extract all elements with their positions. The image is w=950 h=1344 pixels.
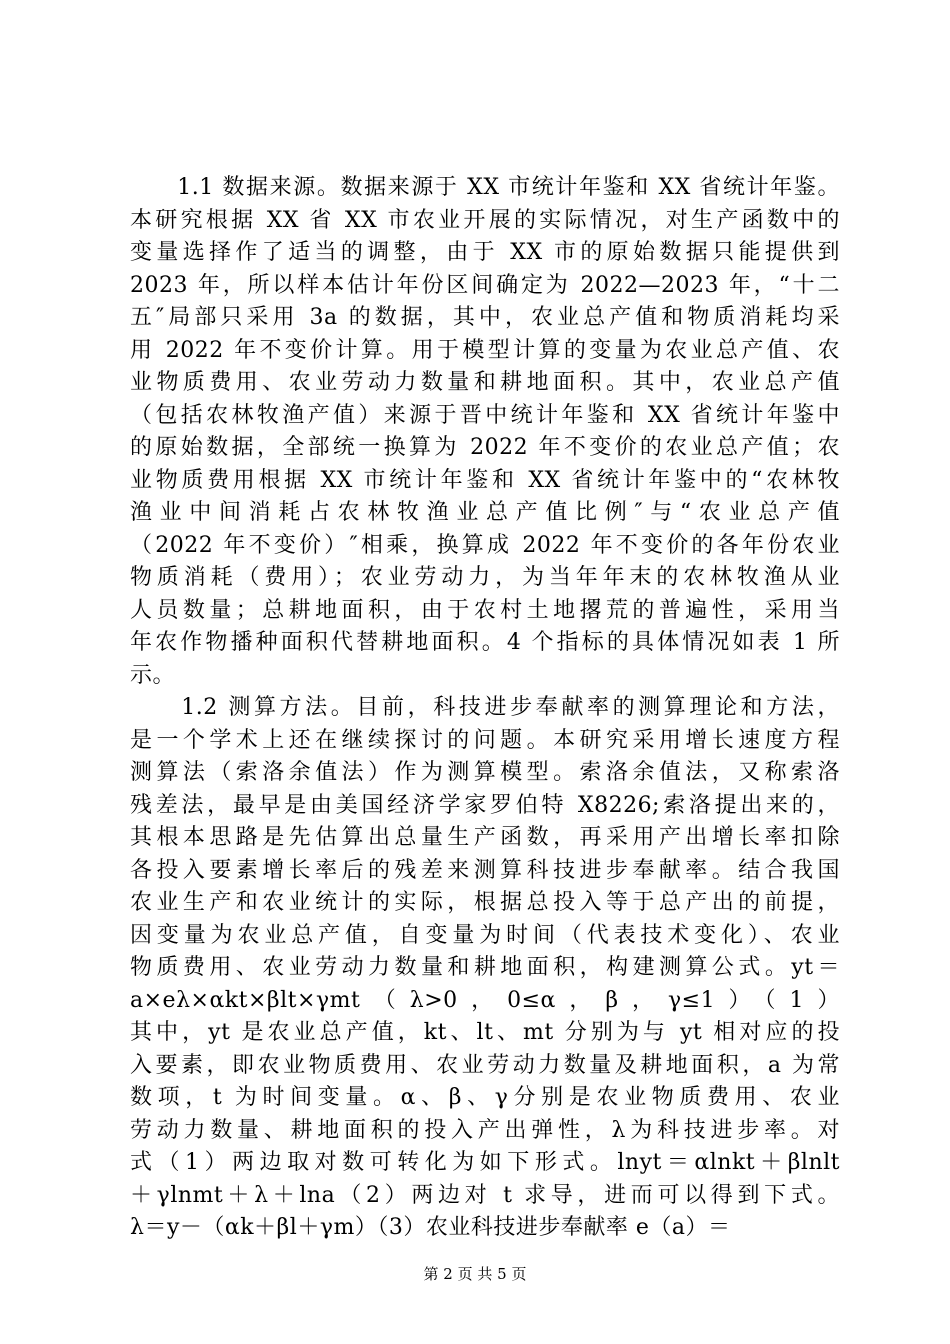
text-line: 变量选择作了适当的调整，由于 XX 市的原始数据只能提供到	[130, 240, 840, 265]
text-line: 业物质费用根据 XX 市统计年鉴和 XX 省统计年鉴中的“农林牧	[130, 467, 840, 493]
text-line: 农业生产和农业统计的实际，根据总投入等于总产出的前提，	[130, 890, 840, 915]
text-line: 人员数量；总耕地面积，由于农村土地撂荒的普遍性，采用当	[130, 597, 840, 623]
text-line: 1.1 数据来源。数据来源于 XX 市统计年鉴和 XX 省统计年鉴。	[130, 175, 840, 200]
text-line: 劳动力数量、耕地面积的投入产出弹性，λ为科技进步率。对	[130, 1117, 840, 1143]
text-line: 1.2 测算方法。目前，科技进步奉献率的测算理论和方法，	[130, 695, 840, 720]
text-line: 因变量为农业总产值，自变量为时间（代表技术变化）、农业	[130, 922, 840, 948]
text-line: 物质费用、农业劳动力数量和耕地面积，构建测算公式。yt＝	[130, 955, 840, 980]
text-line: 渔业中间消耗占农林牧渔业总产值比例″与“农业总产值	[130, 500, 840, 525]
text-line: ＋γlnmt＋λ＋lna（2）两边对 t 求导，进而可以得到下式。	[130, 1182, 840, 1208]
text-line: 残差法，最早是由美国经济学家罗伯特 X8226;索洛提出来的，	[130, 792, 840, 818]
text-line: 本研究根据 XX 省 XX 市农业开展的实际情况，对生产函数中的	[130, 207, 840, 233]
text-line: a×eλ×αkt×βlt×γmt（λ>0，0≤α，β，γ≤1）（1）	[130, 987, 840, 1013]
text-line: 其根本思路是先估算出总量生产函数，再采用产出增长率扣除	[130, 825, 840, 850]
text-line: 式（1）两边取对数可转化为如下形式。lnyt＝αlnkt＋βlnlt	[130, 1150, 840, 1175]
page-footer: 第 2 页 共 5 页	[423, 1265, 527, 1283]
text-line: 各投入要素增长率后的残差来测算科技进步奉献率。结合我国	[130, 857, 840, 883]
body-text	[130, 172, 840, 1245]
text-line: λ＝y－（αk＋βl＋γm）（3）农业科技进步奉献率 e（a）＝	[130, 1215, 731, 1240]
text-line: （2022 年不变价）″相乘，换算成 2022 年不变价的各年份农业	[130, 532, 840, 558]
text-line: 业物质费用、农业劳动力数量和耕地面积。其中，农业总产值	[130, 370, 840, 395]
text-line: 的原始数据，全部统一换算为 2022 年不变价的农业总产值；农	[130, 435, 840, 460]
text-line: 是一个学术上还在继续探讨的问题。本研究采用增长速度方程	[130, 727, 840, 753]
text-line: 年农作物播种面积代替耕地面积。4 个指标的具体情况如表 1 所	[130, 630, 840, 655]
text-line: 其中，yt 是农业总产值，kt、lt、mt 分别为与 yt 相对应的投	[130, 1020, 840, 1045]
text-line: 五″局部只采用 3a 的数据，其中，农业总产值和物质消耗均采	[130, 305, 840, 330]
text-line: 测算法（索洛余值法）作为测算模型。索洛余值法，又称索洛	[130, 760, 840, 785]
text-line: 示。	[130, 662, 176, 688]
text-line: 入要素，即农业物质费用、农业劳动力数量及耕地面积，a 为常	[130, 1052, 840, 1078]
text-line: 物质消耗（费用）；农业劳动力，为当年年末的农林牧渔从业	[130, 565, 840, 590]
text-line: 用 2022 年不变价计算。用于模型计算的变量为农业总产值、农	[130, 337, 840, 363]
text-line: （包括农林牧渔产值）来源于晋中统计年鉴和 XX 省统计年鉴中	[130, 402, 840, 428]
text-line: 数项，t 为时间变量。α、β、γ分别是农业物质费用、农业	[130, 1085, 840, 1110]
text-line: 2023 年，所以样本估计年份区间确定为 2022—2023 年，“十二	[130, 272, 840, 298]
